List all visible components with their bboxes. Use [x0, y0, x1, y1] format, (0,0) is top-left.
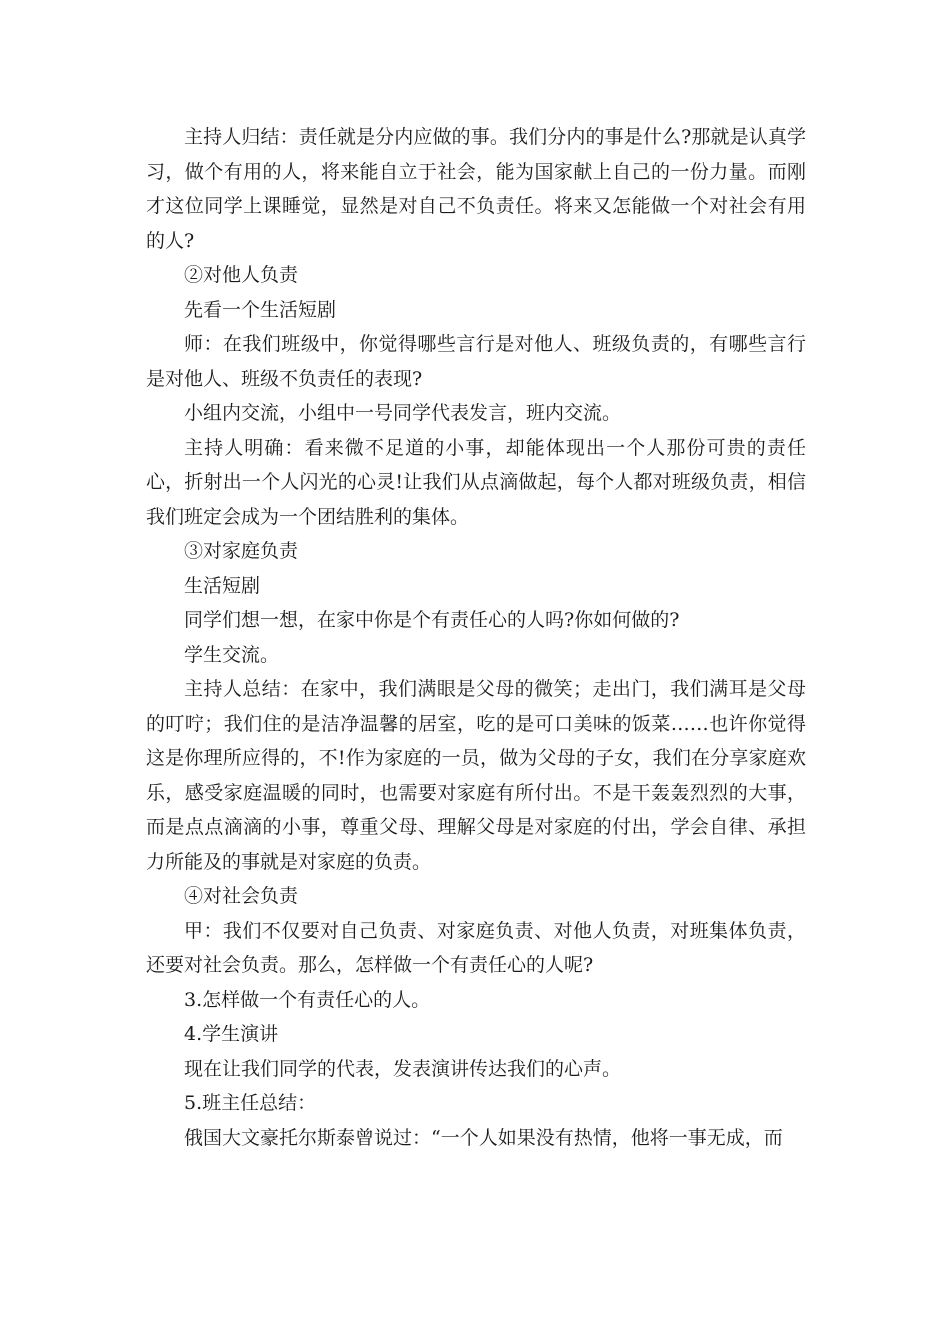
paragraph-think-question: 同学们想一想，在家中你是个有责任心的人吗?你如何做的? [184, 609, 680, 631]
paragraph-student-exchange: 学生交流。 [184, 643, 280, 666]
heading-step-3: 3.怎样做一个有责任心的人。 [184, 988, 431, 1011]
heading-responsible-to-society: ④对社会负责 [184, 885, 299, 907]
heading-responsible-to-others: ②对他人负责 [184, 264, 299, 286]
heading-step-5: 5.班主任总结： [184, 1092, 317, 1114]
paragraph-life-skit: 生活短剧 [184, 574, 261, 597]
paragraph-speech-intro: 现在让我们同学的代表，发表演讲传达我们的心声。 [184, 1057, 622, 1080]
paragraph-group-discussion: 小组内交流，小组中一号同学代表发言，班内交流。 [184, 402, 622, 424]
paragraph-host-summary-family: 主持人总结：在家中，我们满眼是父母的微笑；走出门，我们满耳是父母的叮咛；我们住的是洁净温馨的居室，吃的是可口美味的饭菜……也许你觉得这是你理所应得的，不!作为家庭的一员，做为父母的子女，我们在分享家庭欢乐，感受家庭温暖的同时，也需要对家庭有所付出。不是干轰轰烈烈的大事，而是点点滴滴的小事，尊重父母、理解父母是对家庭的付出，学会自律、承担力所能及的事就是对家庭的负责。 [146, 678, 806, 873]
paragraph-host-summary-self: 主持人归结：责任就是分内应做的事。我们分内的事是什么?那就是认真学习，做个有用的人，将来能自立于社会，能为国家献上自己的一份力量。而刚才这位同学上课睡觉，显然是对自己不负责任。将来又怎能做一个对社会有用的人? [146, 126, 806, 252]
heading-responsible-to-family: ③对家庭负责 [184, 540, 299, 562]
paragraph-tolstoy-quote: 俄国大文豪托尔斯泰曾说过：“一个人如果没有热情，他将一事无成，而 [184, 1126, 783, 1149]
paragraph-host-clarify: 主持人明确：看来微不足道的小事，却能体现出一个人那份可贵的责任心，折射出一个人闪光的心灵!让我们从点滴做起，每个人都对班级负责，相信我们班定会成为一个团结胜利的集体。 [146, 436, 806, 528]
heading-step-4: 4.学生演讲 [184, 1023, 279, 1045]
paragraph-speaker-a: 甲：我们不仅要对自己负责、对家庭负责、对他人负责，对班集体负责，还要对社会负责。那么，怎样做一个有责任心的人呢? [146, 919, 806, 976]
paragraph-teacher-question: 师：在我们班级中，你觉得哪些言行是对他人、班级负责的，有哪些言行是对他人、班级不负责任的表现? [146, 333, 806, 390]
document-page [146, 120, 806, 1155]
paragraph-skit-intro: 先看一个生活短剧 [184, 298, 337, 321]
